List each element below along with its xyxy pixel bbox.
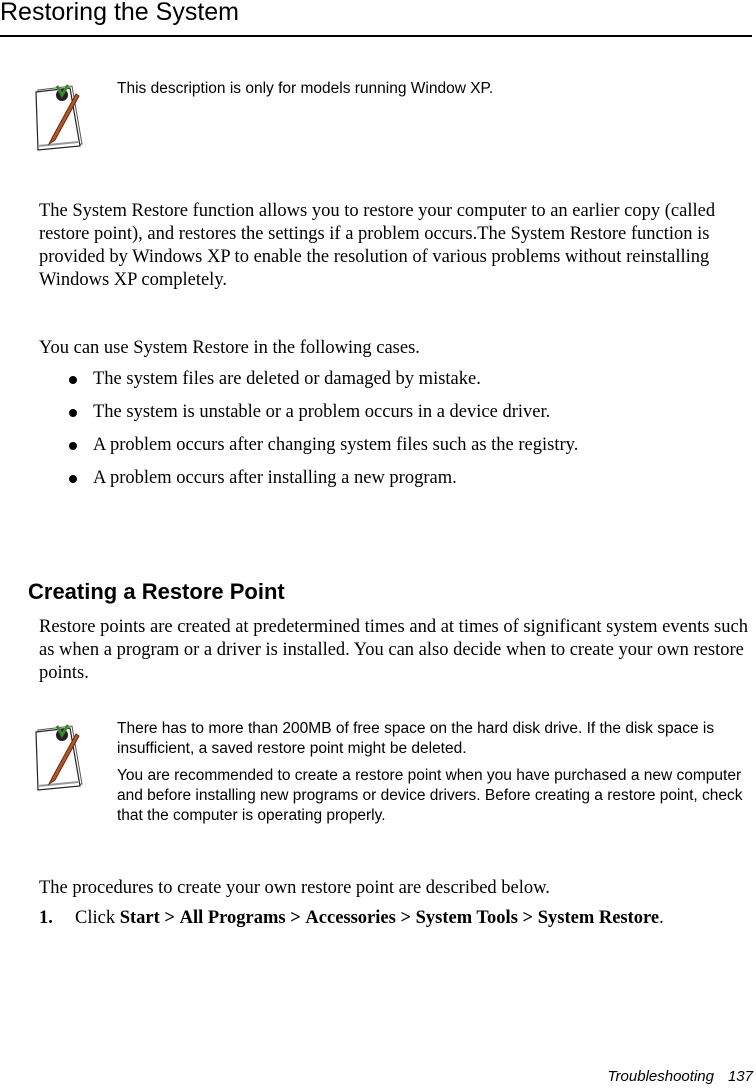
intro-paragraph: The System Restore function allows you to restore your computer to an earlier copy (called restore point), and restores the settings if a problem occurs.The System Restore function is provided by Windows XP to enable the resolution of various problems without reinstalling Windows XP completely. bbox=[39, 201, 716, 290]
footer-section: Troubleshooting bbox=[607, 1068, 714, 1085]
bullet-icon bbox=[69, 475, 77, 483]
list-item: The system files are deleted or damaged by mistake. bbox=[68, 368, 578, 401]
page-title: Restoring the System bbox=[0, 0, 239, 26]
page-number: 137 bbox=[727, 1068, 753, 1085]
section-paragraph: Restore points are created at predetermined times and at times of significant system events such as when a program or a driver is installed. You can also decide when to create your own restore points. bbox=[39, 617, 748, 683]
note-pencil-icon bbox=[32, 80, 88, 152]
list-item: The system is unstable or a problem occurs in a device driver. bbox=[68, 401, 578, 434]
page-footer bbox=[608, 1068, 754, 1086]
menu-path-all-programs: All Programs bbox=[179, 908, 286, 928]
intro-lead: You can use System Restore in the following cases. bbox=[39, 338, 420, 358]
note-text: There has to more than 200MB of free space on the hard disk drive. If the disk space is insufficient, a saved restore point might be deleted. bbox=[117, 720, 715, 757]
bullet-list bbox=[68, 368, 578, 500]
note-text: This description is only for models running Window XP. bbox=[117, 80, 494, 97]
menu-path-system-tools: System Tools bbox=[415, 908, 518, 928]
list-item: A problem occurs after changing system files such as the registry. bbox=[68, 434, 578, 467]
bullet-icon bbox=[69, 442, 77, 450]
bullet-icon bbox=[69, 376, 77, 384]
step-1: 1. Click Start > All Programs > Accessories > System Tools > System Restore. bbox=[39, 908, 664, 928]
note-text: You are recommended to create a restore point when you have purchased a new computer and before installing new programs or device drivers. Before creating a restore point, check that the computer is operating properly. bbox=[117, 767, 743, 824]
menu-path-start: Start bbox=[119, 908, 160, 928]
list-item: A problem occurs after installing a new program. bbox=[68, 467, 578, 500]
step-number: 1. bbox=[39, 908, 53, 928]
section-heading: Creating a Restore Point bbox=[28, 579, 285, 604]
note-pencil-icon bbox=[32, 720, 88, 792]
bullet-icon bbox=[69, 409, 77, 417]
menu-path-system-restore: System Restore bbox=[537, 908, 660, 928]
note-box bbox=[117, 719, 753, 826]
note-box bbox=[117, 79, 753, 99]
procedure-intro: The procedures to create your own restore point are described below. bbox=[39, 878, 550, 898]
menu-path-accessories: Accessories bbox=[305, 908, 396, 928]
title-divider bbox=[0, 35, 752, 37]
